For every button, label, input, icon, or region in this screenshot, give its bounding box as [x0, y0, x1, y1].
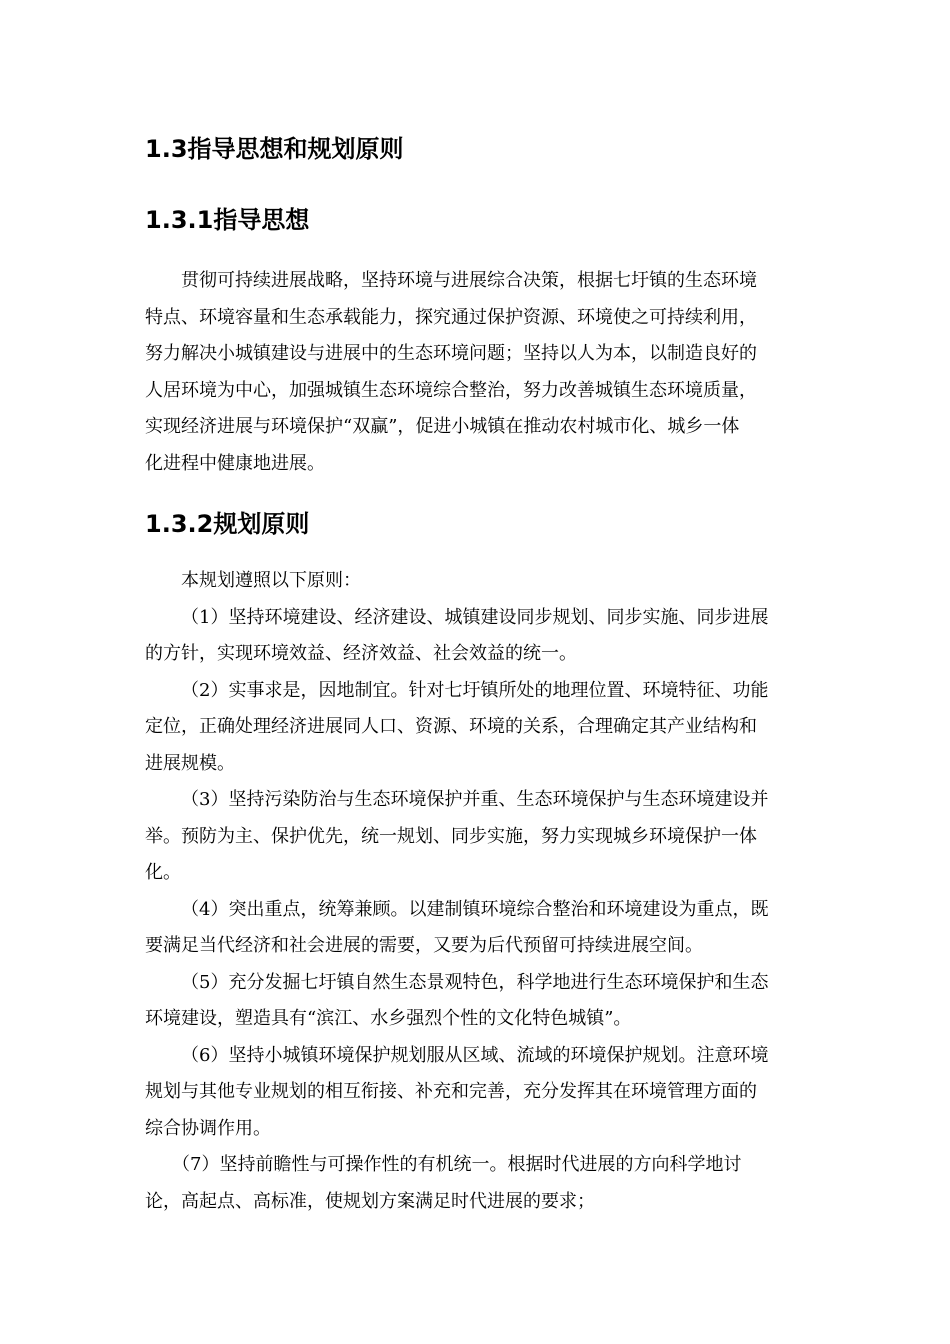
- text-line: （6）坚持小城镇环境保护规划服从区域、流域的环境保护规划。注意环境: [181, 1044, 769, 1066]
- section-heading-1-3-2: 1.3.2规划原则: [145, 510, 310, 538]
- principle-item-7: [145, 1147, 807, 1220]
- text-line: 举。预防为主、保护优先，统一规划、同步实施，努力实现城乡环境保护一体: [145, 825, 757, 847]
- text-line: 实现经济进展与环境保护“双赢”，促进小城镇在推动农村城市化、城乡一体: [145, 416, 740, 437]
- section-heading-1-3: 1.3指导思想和规划原则: [145, 135, 404, 163]
- text-line: （1）坚持环境建设、经济建设、城镇建设同步规划、同步实施、同步进展: [181, 606, 769, 628]
- principle-item-2: [145, 673, 807, 783]
- text-line: 化进程中健康地进展。: [145, 452, 325, 474]
- text-line: 规划与其他专业规划的相互衔接、补充和完善，充分发挥其在环境管理方面的: [145, 1081, 757, 1102]
- text-line: 环境建设，塑造具有“滨江、水乡强烈个性的文化特色城镇”。: [145, 1008, 632, 1029]
- principles-list: [145, 563, 807, 1220]
- text-line: 要满足当代经济和社会进展的需要，又要为后代预留可持续进展空间。: [145, 935, 703, 956]
- principle-item-1: [145, 600, 807, 673]
- text-line: 贯彻可持续进展战略，坚持环境与进展综合决策，根据七圩镇的生态环境: [181, 270, 757, 291]
- text-line: 人居环境为中心，加强城镇生态环境综合整治，努力改善城镇生态环境质量，: [145, 379, 757, 401]
- text-line: 进展规模。: [145, 752, 235, 774]
- text-line: （3）坚持污染防治与生态环境保护并重、生态环境保护与生态环境建设并: [181, 789, 769, 810]
- text-line: （5）充分发掘七圩镇自然生态景观特色，科学地进行生态环境保护和生态: [181, 971, 769, 993]
- text-line: （7）坚持前瞻性与可操作性的有机统一。根据时代进展的方向科学地讨: [172, 1154, 742, 1175]
- principle-item-6: [145, 1038, 807, 1148]
- text-line: 化。: [145, 862, 181, 883]
- principle-item-5: [145, 965, 807, 1038]
- text-line: 努力解决小城镇建设与进展中的生态环境问题；坚持以人为本，以制造良好的: [145, 343, 757, 364]
- principle-item-4: [145, 892, 807, 965]
- text-line: 特点、环境容量和生态承载能力，探究通过保护资源、环境使之可持续利用，: [145, 306, 757, 328]
- text-line: 定位，正确处理经济进展同人口、资源、环境的关系，合理确定其产业结构和: [145, 716, 757, 737]
- text-line: 的方针，实现环境效益、经济效益、社会效益的统一。: [145, 643, 577, 664]
- text-line: （2）实事求是，因地制宜。针对七圩镇所处的地理位置、环境特征、功能: [181, 679, 769, 701]
- text-line: 综合协调作用。: [145, 1117, 271, 1139]
- text-line: 论，高起点、高标准，使规划方案满足时代进展的要求；: [145, 1190, 595, 1212]
- guiding-thought-paragraph: [145, 263, 807, 482]
- principles-intro: 本规划遵照以下原则：: [181, 570, 361, 591]
- text-line: （4）突出重点，统筹兼顾。以建制镇环境综合整治和环境建设为重点，既: [181, 898, 769, 920]
- principle-item-3: [145, 782, 807, 892]
- section-heading-1-3-1: 1.3.1指导思想: [145, 206, 310, 234]
